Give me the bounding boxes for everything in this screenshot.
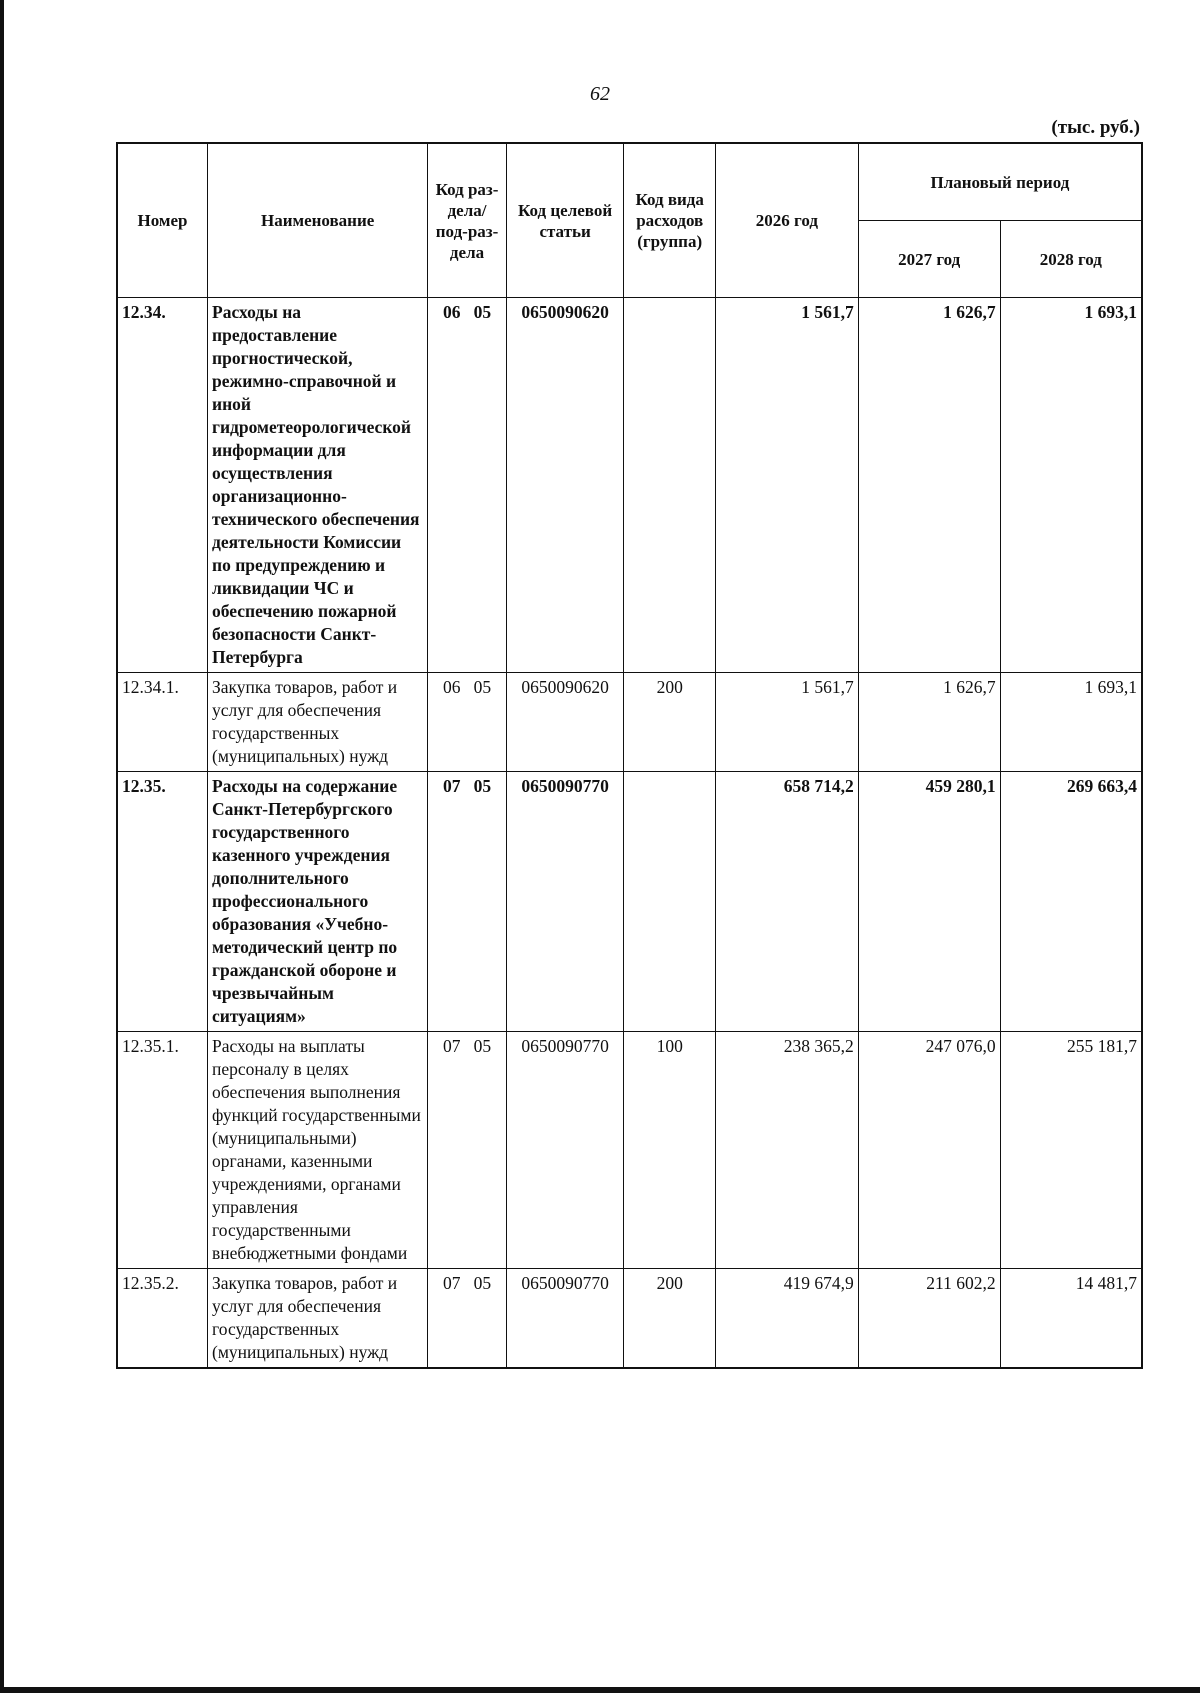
row-target-code: 0650090620 [506,298,624,673]
row-name: Закупка товаров, работ и услуг для обеспечения государственных (муниципальных) нужд [208,1269,428,1369]
row-amount-2026: 419 674,9 [715,1269,858,1369]
row-amount-2028: 269 663,4 [1000,772,1142,1032]
header-planned-period: Плановый период [858,143,1142,221]
row-amount-2027: 247 076,0 [858,1032,1000,1269]
table-row [117,1269,1142,1369]
table-row [117,298,1142,673]
row-number: 12.35. [117,772,208,1032]
row-amount-2026: 658 714,2 [715,772,858,1032]
row-amount-2027: 459 280,1 [858,772,1000,1032]
row-expense-kind: 100 [624,1032,716,1269]
table-header [117,143,1142,298]
row-target-code: 0650090620 [506,673,624,772]
row-target-code: 0650090770 [506,772,624,1032]
header-section-code: Код раз-дела/ под-раз-дела [428,143,506,298]
row-number: 12.34. [117,298,208,673]
row-expense-kind [624,772,716,1032]
budget-table [116,142,1143,1369]
row-expense-kind: 200 [624,1269,716,1369]
scan-edge-left [0,0,4,1693]
row-amount-2027: 1 626,7 [858,673,1000,772]
row-target-code: 0650090770 [506,1032,624,1269]
row-amount-2028: 255 181,7 [1000,1032,1142,1269]
row-amount-2026: 238 365,2 [715,1032,858,1269]
header-year-2026: 2026 год [715,143,858,298]
table-row [117,1032,1142,1269]
row-section-code: 06 05 [428,298,506,673]
row-name: Расходы на выплаты персоналу в целях обеспечения выполнения функций государственными (муниципальными) органами, казенными учреждениями, органами управления государственными внебюджетными фондами [208,1032,428,1269]
table-row [117,673,1142,772]
row-number: 12.35.2. [117,1269,208,1369]
header-name: Наименование [208,143,428,298]
row-amount-2026: 1 561,7 [715,673,858,772]
row-expense-kind: 200 [624,673,716,772]
row-amount-2028: 1 693,1 [1000,298,1142,673]
header-number: Номер [117,143,208,298]
row-amount-2028: 14 481,7 [1000,1269,1142,1369]
table-row [117,772,1142,1032]
row-name: Закупка товаров, работ и услуг для обеспечения государственных (муниципальных) нужд [208,673,428,772]
row-number: 12.34.1. [117,673,208,772]
row-amount-2027: 1 626,7 [858,298,1000,673]
row-amount-2026: 1 561,7 [715,298,858,673]
header-year-2027: 2027 год [858,221,1000,298]
header-target-code: Код целевой статьи [506,143,624,298]
row-section-code: 07 05 [428,1032,506,1269]
row-name: Расходы на предоставление прогностической, режимно-справочной и иной гидрометеорологической информации для осуществления организационно-технического обеспечения деятельности Комиссии по предупреждению и ликвидации ЧС и обеспечению пожарной безопасности Санкт-Петербурга [208,298,428,673]
row-amount-2027: 211 602,2 [858,1269,1000,1369]
page-number: 62 [590,83,610,105]
row-section-code: 07 05 [428,772,506,1032]
row-section-code: 06 05 [428,673,506,772]
row-expense-kind [624,298,716,673]
header-expense-kind: Код вида расходов (группа) [624,143,716,298]
header-year-2028: 2028 год [1000,221,1142,298]
table-body [117,298,1142,1369]
row-name: Расходы на содержание Санкт-Петербургского государственного казенного учреждения дополнительного профессионального образования «Учебно-методический центр по гражданской обороне и чрезвычайным ситуациям» [208,772,428,1032]
row-section-code: 07 05 [428,1269,506,1369]
row-amount-2028: 1 693,1 [1000,673,1142,772]
row-target-code: 0650090770 [506,1269,624,1369]
scan-edge-bottom [0,1687,1200,1693]
units-label: (тыс. руб.) [1051,117,1140,138]
row-number: 12.35.1. [117,1032,208,1269]
